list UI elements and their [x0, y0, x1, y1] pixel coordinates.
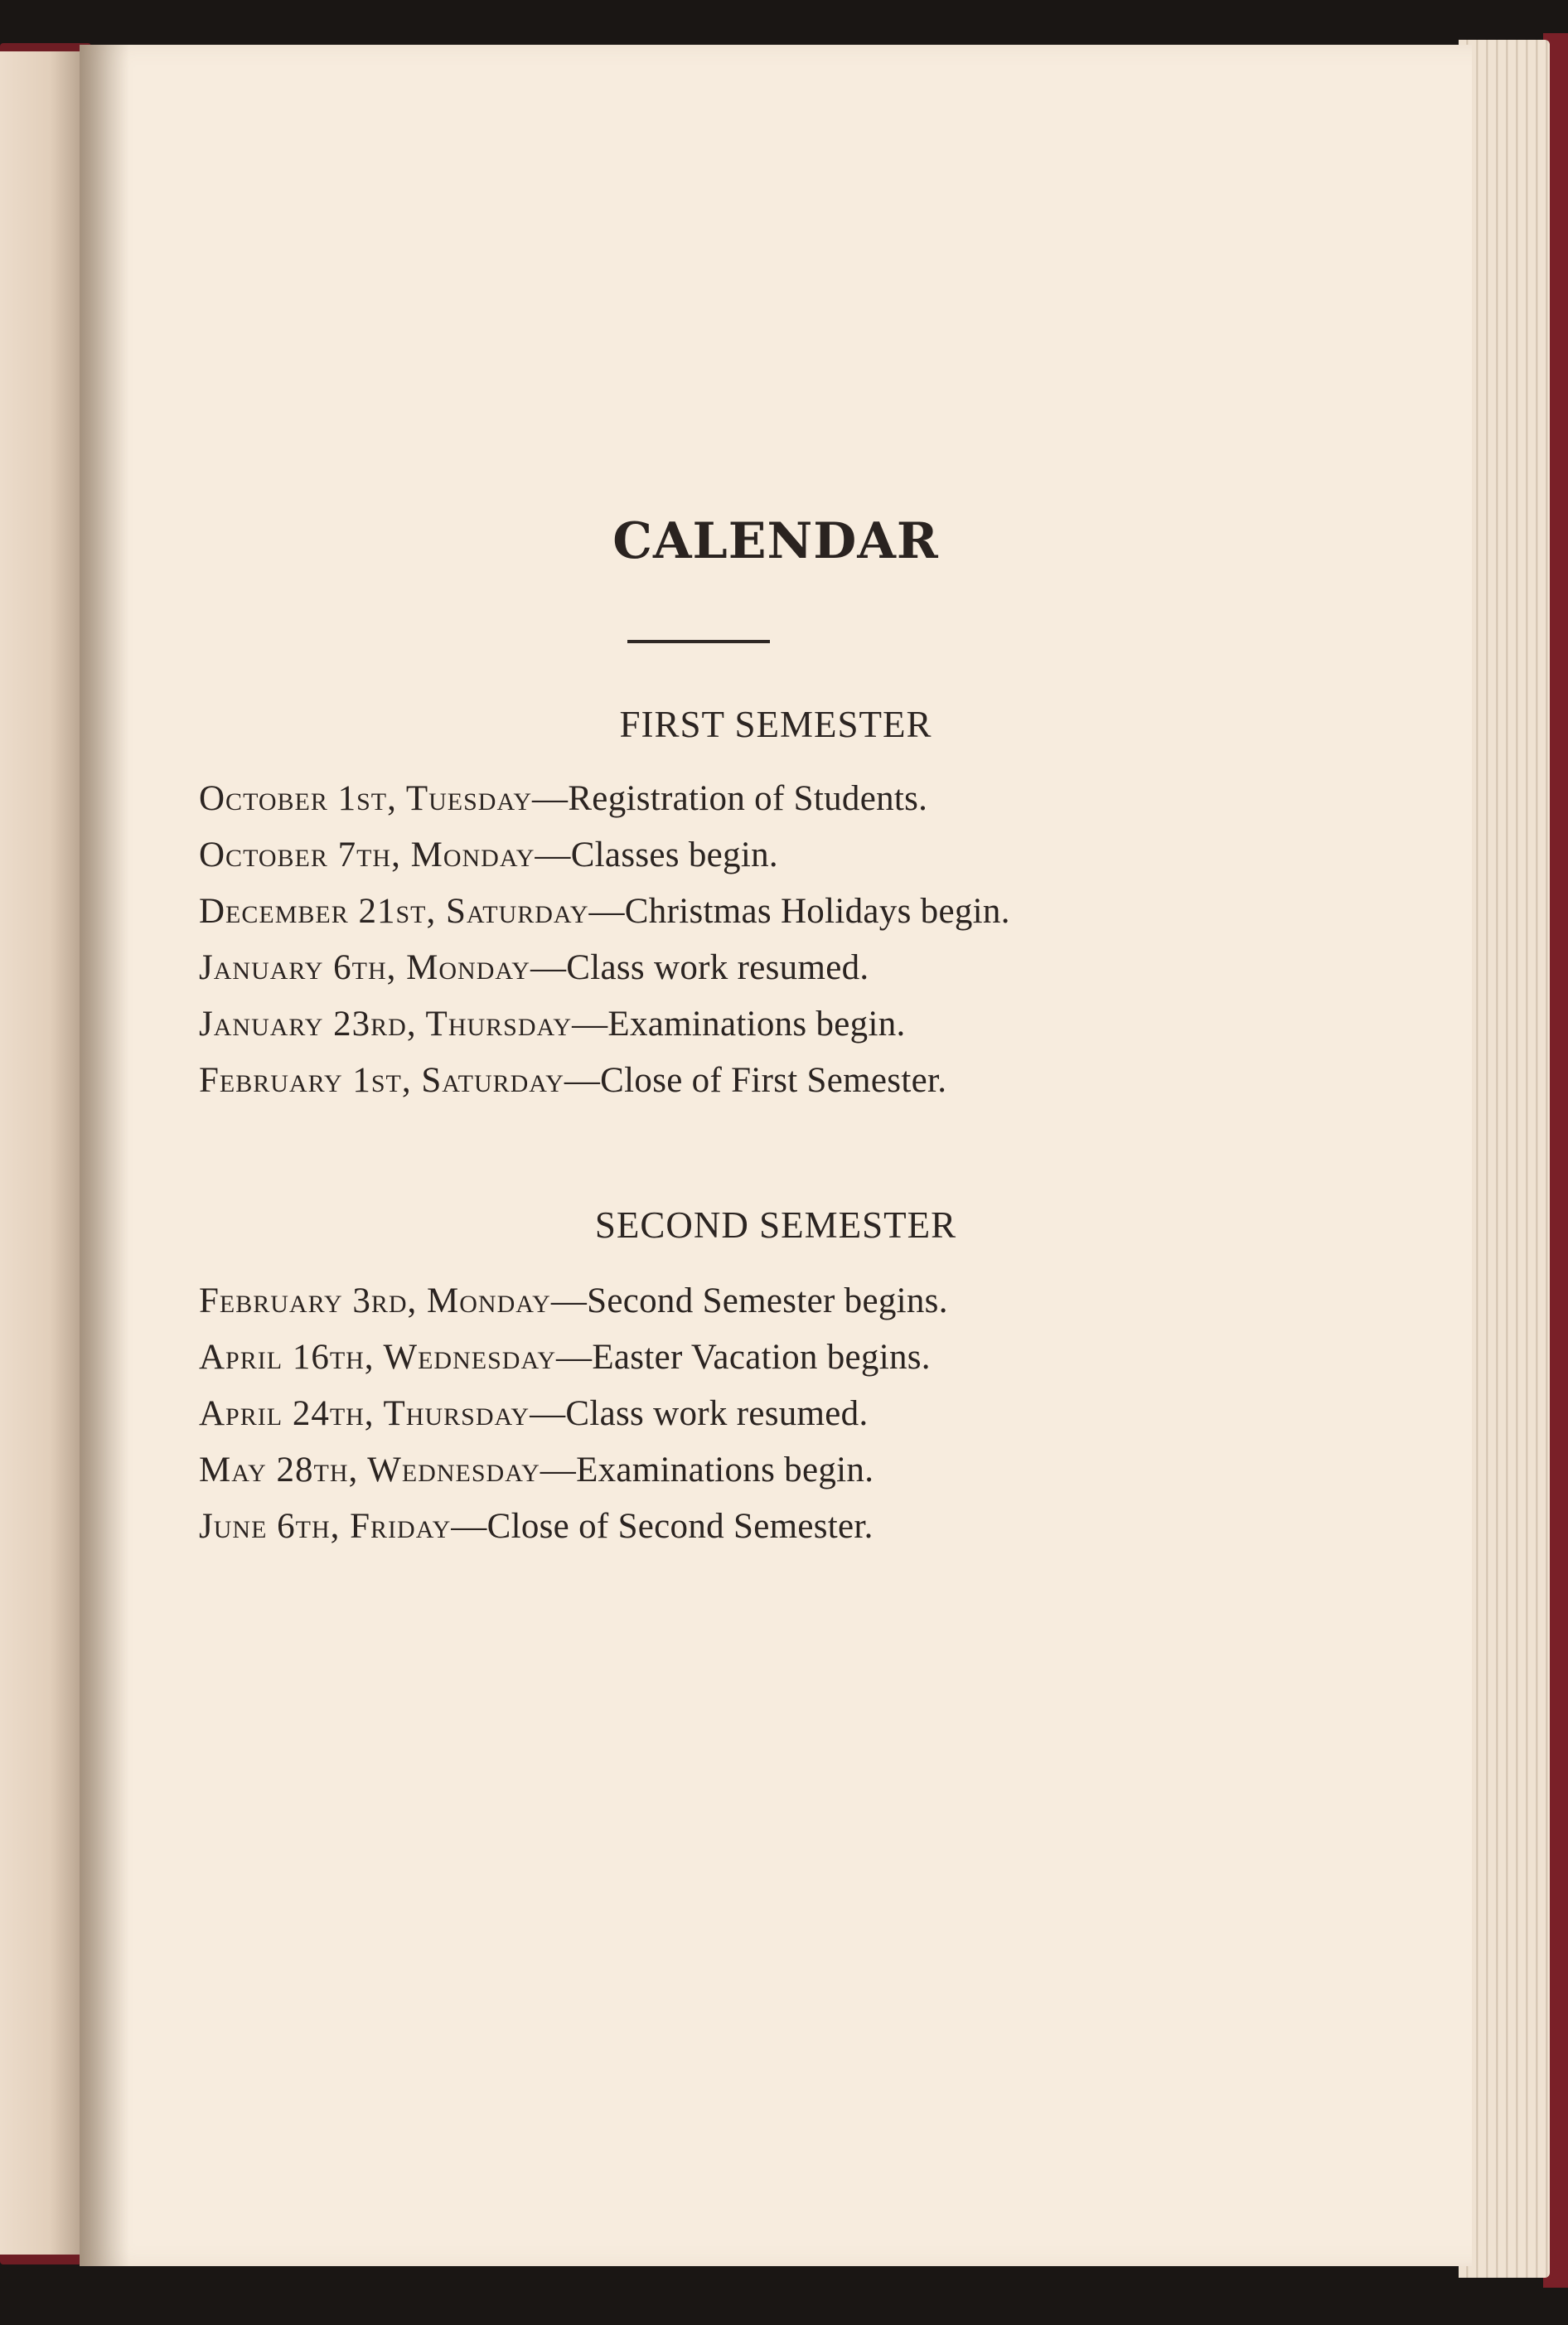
calendar-entry — [199, 1386, 948, 1442]
second-semester-list — [199, 1273, 948, 1555]
calendar-entry — [199, 1330, 948, 1386]
section-heading-first-semester: FIRST SEMESTER — [619, 704, 932, 745]
entry-date: April 24th, Thursday — [199, 1394, 530, 1433]
entry-date: October 1st, Tuesday — [199, 779, 533, 818]
calendar-entry — [199, 771, 1010, 827]
calendar-entry — [199, 1442, 948, 1499]
section-heading-second-semester: SECOND SEMESTER — [594, 1204, 957, 1246]
entry-event: —Second Semester begins. — [550, 1281, 948, 1320]
entry-event: —Easter Vacation begins. — [556, 1338, 931, 1377]
calendar-entry — [199, 996, 1010, 1053]
entry-date: January 6th, Monday — [199, 948, 530, 987]
calendar-entry — [199, 1273, 948, 1330]
title-divider — [627, 640, 770, 643]
entry-date: December 21st, Saturday — [199, 892, 589, 931]
calendar-entry — [199, 884, 1010, 940]
entry-event: —Class work resumed. — [530, 1394, 869, 1433]
entry-event: —Registration of Students. — [532, 779, 928, 818]
entry-event: —Close of First Semester. — [564, 1061, 947, 1100]
entry-date: June 6th, Friday — [199, 1507, 452, 1546]
facing-page-edge — [0, 51, 83, 2255]
entry-date: January 23rd, Thursday — [199, 1005, 573, 1044]
calendar-entry — [199, 1053, 1010, 1109]
entry-date: February 3rd, Monday — [199, 1281, 551, 1320]
entry-event: —Close of Second Semester. — [451, 1507, 874, 1546]
entry-date: October 7th, Monday — [199, 836, 535, 874]
entry-event: —Classes begin. — [535, 836, 778, 874]
entry-event: —Christmas Holidays begin. — [588, 892, 1010, 931]
page-title: CALENDAR — [612, 512, 939, 570]
entry-event: —Examinations begin. — [540, 1451, 874, 1489]
page-stack-edges — [1459, 40, 1550, 2278]
gutter-shadow — [80, 45, 129, 2266]
calendar-entry — [199, 1499, 948, 1555]
entry-date: April 16th, Wednesday — [199, 1338, 557, 1377]
entry-date: February 1st, Saturday — [199, 1061, 564, 1100]
entry-event: —Class work resumed. — [530, 948, 869, 987]
entry-event: —Examinations begin. — [572, 1005, 906, 1044]
entry-date: May 28th, Wednesday — [199, 1451, 540, 1489]
calendar-page — [80, 45, 1472, 2266]
calendar-entry — [199, 940, 1010, 996]
first-semester-list — [199, 771, 1010, 1109]
calendar-entry — [199, 827, 1010, 884]
